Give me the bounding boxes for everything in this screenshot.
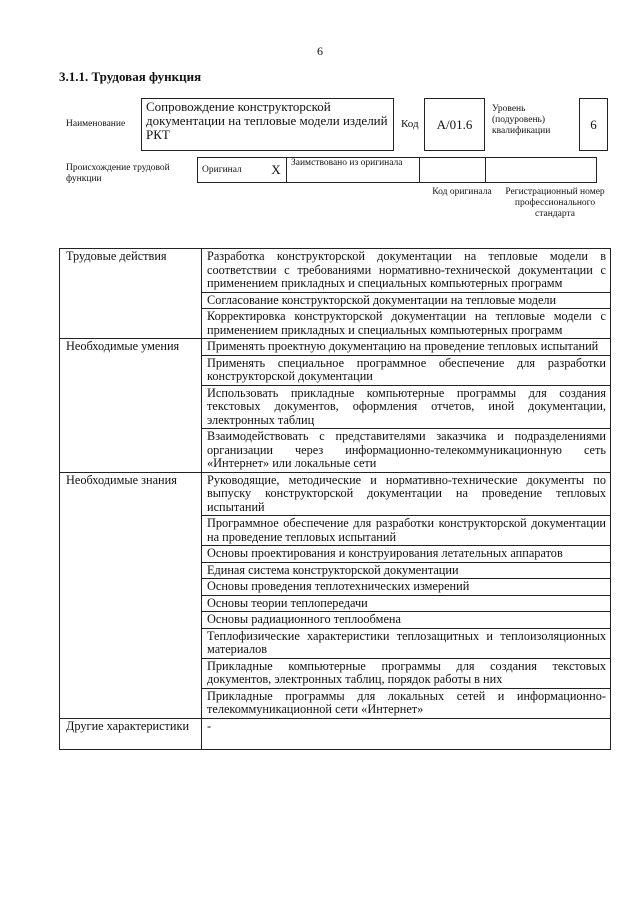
knowledge-item: Основы радиационного теплообмена — [202, 612, 611, 629]
skill-item: Применять специальное программное обеспечение для разработки конструкторской документации — [202, 355, 611, 385]
action-item: Разработка конструкторской документации на тепловые модели в соответствии с требованиями нормативно-технической документации с применением прикладных и специальных компьютерных программ — [202, 249, 611, 293]
code-label: Код — [401, 118, 419, 130]
skill-item: Использовать прикладные компьютерные программы для создания текстовых документов, оформления отчетов, иной документации, электронных таблиц — [202, 385, 611, 429]
table-row — [60, 718, 611, 749]
table-row — [60, 249, 611, 293]
category-skills: Необходимые умения — [60, 339, 202, 473]
table-row — [60, 339, 611, 356]
category-knowledge: Необходимые знания — [60, 472, 202, 718]
knowledge-item: Единая система конструкторской документации — [202, 562, 611, 579]
skill-item: Применять проектную документацию на проведение тепловых испытаний — [202, 339, 611, 356]
other-value: - — [202, 718, 611, 749]
knowledge-item: Прикладные компьютерные программы для создания текстовых документов, электронных таблиц, порядок работы в них — [202, 658, 611, 688]
code-original-caption: Код оригинала — [432, 187, 492, 197]
knowledge-item: Теплофизические характеристики теплозащитных и теплоизоляционных материалов — [202, 628, 611, 658]
borrowed-label: Заимствовано из оригинала — [291, 158, 403, 168]
original-mark: X — [271, 162, 281, 177]
qualification-level: 6 — [579, 98, 608, 151]
function-code: А/01.6 — [424, 98, 485, 151]
page-number: 6 — [317, 44, 323, 58]
knowledge-item: Прикладные программы для локальных сетей и информационно-телекоммуникационной сети «Интернет» — [202, 688, 611, 718]
category-other: Другие характеристики — [60, 718, 202, 749]
registration-caption: Регистрационный номер профессионального стандарта — [505, 187, 605, 219]
origin-label: Происхождение трудовой функции — [66, 163, 170, 184]
knowledge-item: Программное обеспечение для разработки конструкторской документации на проведение тепловых испытаний — [202, 516, 611, 546]
original-label: Оригинал — [202, 164, 242, 175]
origin-table — [197, 157, 597, 183]
action-item: Согласование конструкторской документации на тепловые модели — [202, 292, 611, 309]
knowledge-item: Основы проведения теплотехнических измерений — [202, 579, 611, 596]
table-row — [60, 472, 611, 516]
category-actions: Трудовые действия — [60, 249, 202, 339]
section-title: 3.1.1. Трудовая функция — [59, 69, 202, 84]
level-label: Уровень (подуровень) квалификации — [492, 104, 551, 136]
knowledge-item: Руководящие, методические и нормативно-технические документы по выпуску конструкторской документации на проведение тепловых испытаний — [202, 472, 611, 516]
action-item: Корректировка конструкторской документации на тепловые модели с применением прикладных и специальных компьютерных программ — [202, 309, 611, 339]
knowledge-item: Основы теории теплопередачи — [202, 595, 611, 612]
function-name: Сопровождение конструкторской документации на тепловые модели изделий РКТ — [141, 98, 394, 151]
name-label: Наименование — [66, 119, 126, 129]
skill-item: Взаимодействовать с представителями заказчика и подразделениями организации через информационно-телекоммуникационную сеть «Интернет» или локальные сети — [202, 429, 611, 473]
function-table — [59, 248, 611, 750]
knowledge-item: Основы проектирования и конструирования летательных аппаратов — [202, 546, 611, 563]
